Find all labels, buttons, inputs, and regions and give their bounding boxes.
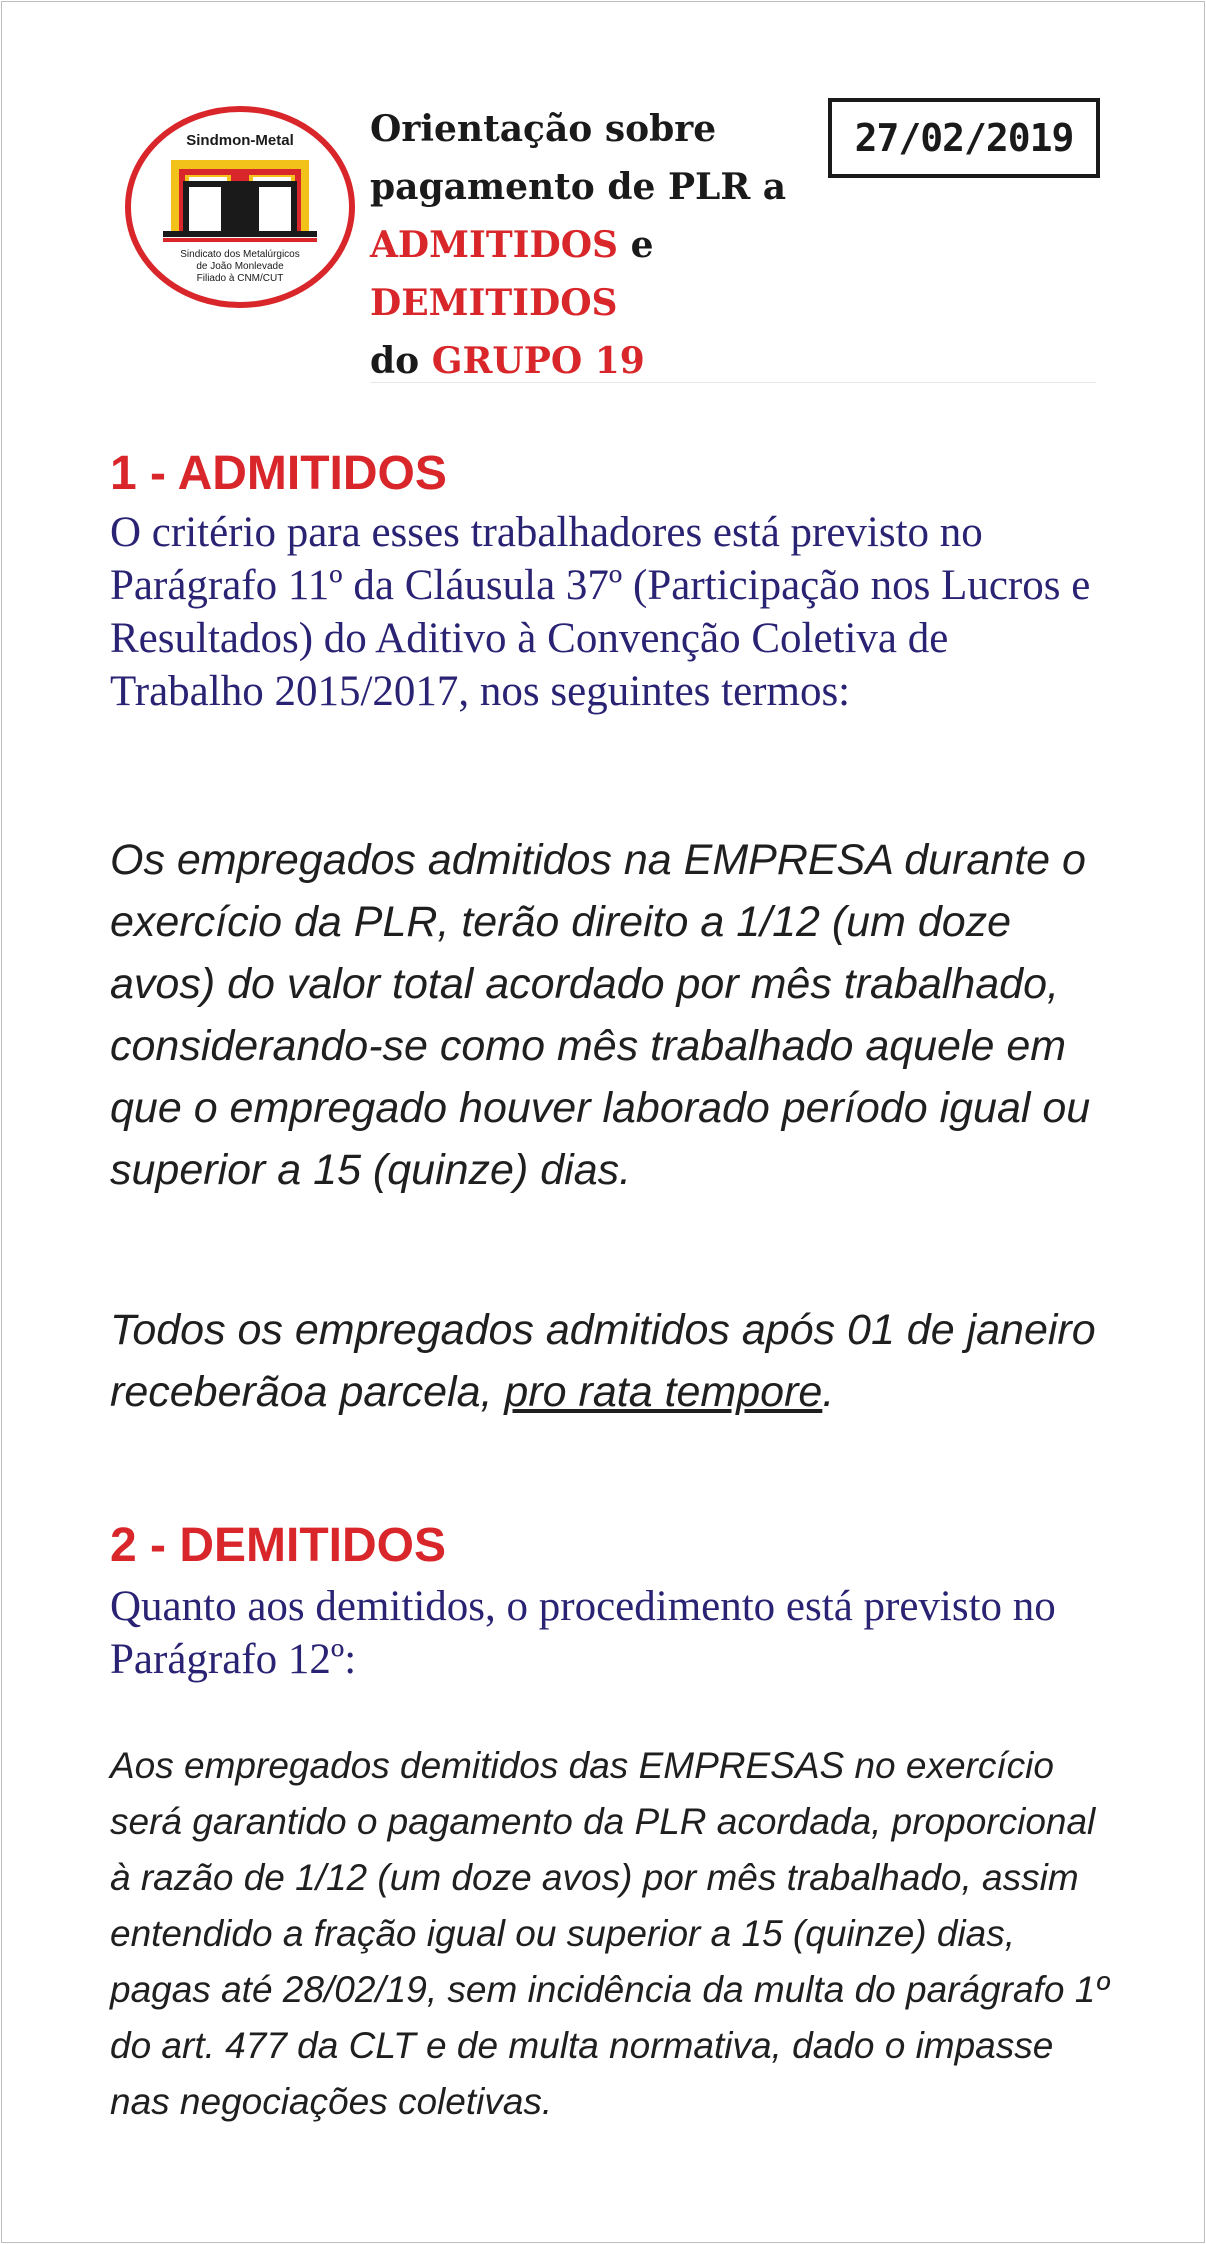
section-2-quote: Aos empregados demitidos das EMPRESAS no exercício será garantido o pagamento da PLR acordada, proporcional à razão de 1/12 (um doze avos) por mês trabalhado, assim entendido a fração igual ou superior a 15 (quinze) dias, pagas até 28/02/19, sem incidência da multa do parágrafo 1º do art. 477 da CLT e de multa normativa, dado o impasse nas negociações coletivas. — [110, 1745, 1109, 2122]
logo-bottom-text-1: Sindicato dos Metalúrgicos — [180, 249, 300, 260]
section-1-heading: 1 - ADMITIDOS — [110, 447, 447, 500]
title-line-2: pagamento de PLR a — [370, 166, 787, 208]
title-admitidos: ADMITIDOS — [370, 224, 619, 266]
title-demitidos: DEMITIDOS — [370, 282, 618, 324]
title-line-3 — [370, 216, 810, 274]
logo-m-symbol — [163, 160, 317, 242]
sindmon-metal-logo — [123, 105, 357, 309]
logo-bottom-text-2: de João Monlevade — [196, 261, 284, 272]
title-e: e — [618, 224, 654, 266]
section-1-quote: Os empregados admitidos na EMPRESA durante o exercício da PLR, terão direito a 1/12 (um doze avos) do valor total acordado por mês trabalhado, considerando-se como mês trabalhado aquele em que o empregado houver laborado período igual ou superior a 15 (quinze) dias. — [110, 836, 1091, 1194]
section-1-quote-2 — [110, 1299, 1120, 1423]
title-grupo: GRUPO 19 — [431, 340, 645, 382]
section-1-intro: O critério para esses trabalhadores está previsto no Parágrafo 11º da Cláusula 37º (Participação nos Lucros e Resultados) do Aditivo à Convenção Coletiva de Trabalho 2015/2017, nos seguintes termos: — [110, 509, 1091, 715]
section-2-heading: 2 - DEMITIDOS — [110, 1519, 447, 1572]
section-2-intro: Quanto aos demitidos, o procedimento está previsto no Parágrafo 12º: — [110, 1583, 1056, 1683]
logo-top-text: Sindmon-Metal — [186, 132, 294, 149]
date-text: 27/02/2019 — [854, 116, 1074, 160]
title-do: do — [370, 340, 432, 382]
title-line-1: Orientação sobre — [370, 108, 717, 150]
logo-bottom-text-3: Filiado à CNM/CUT — [196, 273, 284, 284]
document-title — [370, 100, 810, 390]
header-divider — [370, 382, 1096, 383]
quote-2-period: . — [822, 1368, 835, 1416]
quote-2-text: Todos os empregados admitidos após 01 de janeiro receberãoa parcela, — [110, 1306, 1096, 1416]
date-box — [828, 98, 1100, 178]
pro-rata-tempore: pro rata tempore — [504, 1368, 823, 1416]
